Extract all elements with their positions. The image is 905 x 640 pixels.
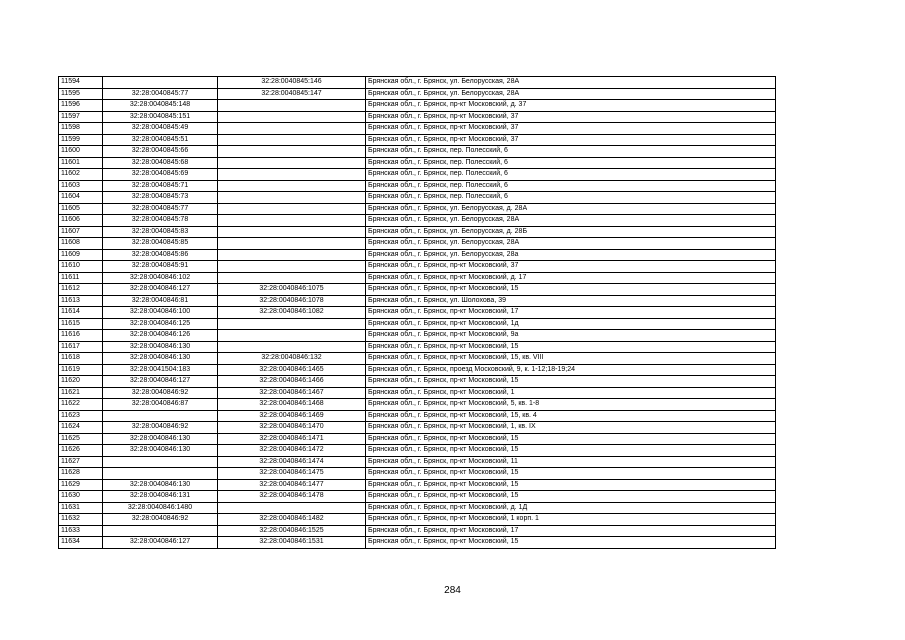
prior-cadastral-number-cell: 32:28:0040846:92 <box>103 387 218 399</box>
table-row <box>59 284 776 296</box>
table-row <box>59 341 776 353</box>
table-row <box>59 387 776 399</box>
prior-cadastral-number-cell: 32:28:0040845:148 <box>103 100 218 112</box>
address-cell: Брянская обл., г. Брянск, ул. Белорусская, 28а <box>366 249 776 261</box>
cadastral-table <box>58 76 776 549</box>
cadastral-number-cell: 32:28:0040846:1465 <box>218 364 366 376</box>
cadastral-number-cell <box>218 502 366 514</box>
prior-cadastral-number-cell <box>103 77 218 89</box>
prior-cadastral-number-cell: 32:28:0040846:92 <box>103 514 218 526</box>
cadastral-number-cell <box>218 180 366 192</box>
cadastral-number-cell <box>218 169 366 181</box>
row-number-cell: 11594 <box>59 77 103 89</box>
row-number-cell: 11621 <box>59 387 103 399</box>
cadastral-number-cell: 32:28:0040846:1531 <box>218 537 366 549</box>
prior-cadastral-number-cell: 32:28:0040846:126 <box>103 330 218 342</box>
cadastral-number-cell: 32:28:0040846:1078 <box>218 295 366 307</box>
row-number-cell: 11617 <box>59 341 103 353</box>
prior-cadastral-number-cell: 32:28:0040845:151 <box>103 111 218 123</box>
address-cell: Брянская обл., г. Брянск, пер. Полесский, 6 <box>366 157 776 169</box>
row-number-cell: 11629 <box>59 479 103 491</box>
address-cell: Брянская обл., г. Брянск, пр-кт Московский, д. 17 <box>366 272 776 284</box>
prior-cadastral-number-cell: 32:28:0040845:71 <box>103 180 218 192</box>
row-number-cell: 11609 <box>59 249 103 261</box>
address-cell: Брянская обл., г. Брянск, пер. Полесский, 6 <box>366 180 776 192</box>
prior-cadastral-number-cell <box>103 410 218 422</box>
cadastral-number-cell <box>218 249 366 261</box>
cadastral-number-cell: 32:28:0040846:1471 <box>218 433 366 445</box>
cadastral-number-cell: 32:28:0040846:1466 <box>218 376 366 388</box>
row-number-cell: 11616 <box>59 330 103 342</box>
row-number-cell: 11630 <box>59 491 103 503</box>
table-row <box>59 157 776 169</box>
prior-cadastral-number-cell: 32:28:0040845:49 <box>103 123 218 135</box>
prior-cadastral-number-cell: 32:28:0040845:85 <box>103 238 218 250</box>
table-row <box>59 537 776 549</box>
cadastral-number-cell <box>218 318 366 330</box>
row-number-cell: 11607 <box>59 226 103 238</box>
row-number-cell: 11611 <box>59 272 103 284</box>
table-row <box>59 422 776 434</box>
table-row <box>59 479 776 491</box>
prior-cadastral-number-cell: 32:28:0040845:51 <box>103 134 218 146</box>
table-row <box>59 295 776 307</box>
cadastral-number-cell <box>218 215 366 227</box>
cadastral-number-cell: 32:28:0040846:1082 <box>218 307 366 319</box>
prior-cadastral-number-cell <box>103 468 218 480</box>
row-number-cell: 11628 <box>59 468 103 480</box>
row-number-cell: 11624 <box>59 422 103 434</box>
row-number-cell: 11613 <box>59 295 103 307</box>
address-cell: Брянская обл., г. Брянск, пр-кт Московский, 15, кв. 4 <box>366 410 776 422</box>
address-cell: Брянская обл., г. Брянск, пр-кт Московский, 15 <box>366 284 776 296</box>
prior-cadastral-number-cell: 32:28:0040846:1480 <box>103 502 218 514</box>
address-cell: Брянская обл., г. Брянск, пр-кт Московский, 15 <box>366 341 776 353</box>
address-cell: Брянская обл., г. Брянск, пр-кт Московский, 17 <box>366 525 776 537</box>
cadastral-number-cell: 32:28:0040846:1482 <box>218 514 366 526</box>
address-cell: Брянская обл., г. Брянск, пр-кт Московский, 37 <box>366 134 776 146</box>
address-cell: Брянская обл., г. Брянск, пр-кт Московский, 1, кв. IX <box>366 422 776 434</box>
table-row <box>59 353 776 365</box>
cadastral-number-cell: 32:28:0040846:1075 <box>218 284 366 296</box>
address-cell: Брянская обл., г. Брянск, пр-кт Московский, 1д <box>366 318 776 330</box>
row-number-cell: 11604 <box>59 192 103 204</box>
prior-cadastral-number-cell: 32:28:0040845:68 <box>103 157 218 169</box>
table-row <box>59 180 776 192</box>
prior-cadastral-number-cell: 32:28:0040846:127 <box>103 284 218 296</box>
row-number-cell: 11619 <box>59 364 103 376</box>
row-number-cell: 11596 <box>59 100 103 112</box>
address-cell: Брянская обл., г. Брянск, пр-кт Московский, 37 <box>366 111 776 123</box>
table-row <box>59 330 776 342</box>
cadastral-number-cell: 32:28:0040846:1475 <box>218 468 366 480</box>
address-cell: Брянская обл., г. Брянск, ул. Шолохова, 39 <box>366 295 776 307</box>
table-row <box>59 111 776 123</box>
table-row <box>59 226 776 238</box>
address-cell: Брянская обл., г. Брянск, пер. Полесский, 6 <box>366 169 776 181</box>
table-row <box>59 169 776 181</box>
cadastral-number-cell: 32:28:0040846:132 <box>218 353 366 365</box>
row-number-cell: 11603 <box>59 180 103 192</box>
row-number-cell: 11601 <box>59 157 103 169</box>
table-row <box>59 502 776 514</box>
row-number-cell: 11598 <box>59 123 103 135</box>
prior-cadastral-number-cell: 32:28:0040846:130 <box>103 433 218 445</box>
row-number-cell: 11618 <box>59 353 103 365</box>
table-row <box>59 491 776 503</box>
row-number-cell: 11600 <box>59 146 103 158</box>
cadastral-number-cell <box>218 238 366 250</box>
table-row <box>59 399 776 411</box>
cadastral-number-cell: 32:28:0040846:1470 <box>218 422 366 434</box>
prior-cadastral-number-cell: 32:28:0040846:87 <box>103 399 218 411</box>
prior-cadastral-number-cell: 32:28:0040846:130 <box>103 353 218 365</box>
cadastral-number-cell: 32:28:0040846:1477 <box>218 479 366 491</box>
table-row <box>59 238 776 250</box>
row-number-cell: 11614 <box>59 307 103 319</box>
prior-cadastral-number-cell: 32:28:0040845:66 <box>103 146 218 158</box>
table-row <box>59 364 776 376</box>
row-number-cell: 11605 <box>59 203 103 215</box>
table-row <box>59 123 776 135</box>
cadastral-number-cell <box>218 261 366 273</box>
address-cell: Брянская обл., г. Брянск, пр-кт Московский, 5, кв. 1-8 <box>366 399 776 411</box>
address-cell: Брянская обл., г. Брянск, пр-кт Московский, 1 <box>366 387 776 399</box>
address-cell: Брянская обл., г. Брянск, пр-кт Московский, 15 <box>366 537 776 549</box>
table-row <box>59 456 776 468</box>
row-number-cell: 11597 <box>59 111 103 123</box>
table-body <box>59 77 776 549</box>
table-row <box>59 468 776 480</box>
row-number-cell: 11626 <box>59 445 103 457</box>
address-cell: Брянская обл., г. Брянск, пр-кт Московский, 15 <box>366 445 776 457</box>
prior-cadastral-number-cell: 32:28:0040846:130 <box>103 341 218 353</box>
table-row <box>59 307 776 319</box>
cadastral-number-cell <box>218 192 366 204</box>
prior-cadastral-number-cell <box>103 525 218 537</box>
row-number-cell: 11606 <box>59 215 103 227</box>
cadastral-number-cell <box>218 157 366 169</box>
row-number-cell: 11625 <box>59 433 103 445</box>
prior-cadastral-number-cell <box>103 456 218 468</box>
cadastral-number-cell <box>218 226 366 238</box>
cadastral-number-cell <box>218 134 366 146</box>
table-row <box>59 272 776 284</box>
prior-cadastral-number-cell: 32:28:0040845:77 <box>103 88 218 100</box>
prior-cadastral-number-cell: 32:28:0040846:130 <box>103 479 218 491</box>
address-cell: Брянская обл., г. Брянск, ул. Белорусская, д. 28А <box>366 203 776 215</box>
address-cell: Брянская обл., г. Брянск, ул. Белорусская, д. 28Б <box>366 226 776 238</box>
prior-cadastral-number-cell: 32:28:0040846:127 <box>103 537 218 549</box>
prior-cadastral-number-cell: 32:28:0040845:78 <box>103 215 218 227</box>
address-cell: Брянская обл., г. Брянск, пер. Полесский, 6 <box>366 192 776 204</box>
row-number-cell: 11602 <box>59 169 103 181</box>
cadastral-number-cell <box>218 330 366 342</box>
address-cell: Брянская обл., г. Брянск, пр-кт Московский, д. 37 <box>366 100 776 112</box>
address-cell: Брянская обл., г. Брянск, пр-кт Московский, 15 <box>366 479 776 491</box>
prior-cadastral-number-cell: 32:28:0040846:92 <box>103 422 218 434</box>
prior-cadastral-number-cell: 32:28:0040845:86 <box>103 249 218 261</box>
address-cell: Брянская обл., г. Брянск, пр-кт Московский, 15 <box>366 468 776 480</box>
address-cell: Брянская обл., г. Брянск, пр-кт Московский, 1 корп. 1 <box>366 514 776 526</box>
address-cell: Брянская обл., г. Брянск, ул. Белорусская, 28А <box>366 77 776 89</box>
row-number-cell: 11633 <box>59 525 103 537</box>
address-cell: Брянская обл., г. Брянск, пр-кт Московский, 37 <box>366 261 776 273</box>
table-row <box>59 215 776 227</box>
table-row <box>59 514 776 526</box>
page-number: 284 <box>444 585 461 596</box>
table-row <box>59 203 776 215</box>
address-cell: Брянская обл., г. Брянск, пр-кт Московский, 15 <box>366 433 776 445</box>
table-row <box>59 318 776 330</box>
prior-cadastral-number-cell: 32:28:0040845:91 <box>103 261 218 273</box>
prior-cadastral-number-cell: 32:28:0040845:73 <box>103 192 218 204</box>
address-cell: Брянская обл., г. Брянск, пер. Полесский, 6 <box>366 146 776 158</box>
table-row <box>59 249 776 261</box>
prior-cadastral-number-cell: 32:28:0040846:100 <box>103 307 218 319</box>
table-row <box>59 100 776 112</box>
table-row <box>59 433 776 445</box>
cadastral-number-cell: 32:28:0040845:147 <box>218 88 366 100</box>
address-cell: Брянская обл., г. Брянск, ул. Белорусская, 28А <box>366 215 776 227</box>
row-number-cell: 11595 <box>59 88 103 100</box>
address-cell: Брянская обл., г. Брянск, пр-кт Московский, 17 <box>366 307 776 319</box>
cadastral-number-cell <box>218 123 366 135</box>
address-cell: Брянская обл., г. Брянск, пр-кт Московский, 15 <box>366 376 776 388</box>
cadastral-number-cell: 32:28:0040846:1474 <box>218 456 366 468</box>
prior-cadastral-number-cell: 32:28:0040845:69 <box>103 169 218 181</box>
table-row <box>59 146 776 158</box>
address-cell: Брянская обл., г. Брянск, пр-кт Московский, 37 <box>366 123 776 135</box>
cadastral-number-cell: 32:28:0040846:1525 <box>218 525 366 537</box>
table-row <box>59 525 776 537</box>
address-cell: Брянская обл., г. Брянск, пр-кт Московский, 15, кв. VIII <box>366 353 776 365</box>
prior-cadastral-number-cell: 32:28:0040846:130 <box>103 445 218 457</box>
address-cell: Брянская обл., г. Брянск, проезд Московский, 9, к. 1-12;18-19;24 <box>366 364 776 376</box>
address-cell: Брянская обл., г. Брянск, пр-кт Московский, 15 <box>366 491 776 503</box>
cadastral-number-cell <box>218 203 366 215</box>
row-number-cell: 11627 <box>59 456 103 468</box>
address-cell: Брянская обл., г. Брянск, пр-кт Московский, 11 <box>366 456 776 468</box>
prior-cadastral-number-cell: 32:28:0040846:131 <box>103 491 218 503</box>
cadastral-number-cell: 32:28:0040846:1469 <box>218 410 366 422</box>
table-row <box>59 376 776 388</box>
prior-cadastral-number-cell: 32:28:0040846:81 <box>103 295 218 307</box>
table-row <box>59 192 776 204</box>
prior-cadastral-number-cell: 32:28:0040846:125 <box>103 318 218 330</box>
table-row <box>59 134 776 146</box>
cadastral-number-cell <box>218 341 366 353</box>
prior-cadastral-number-cell: 32:28:0041504:183 <box>103 364 218 376</box>
address-cell: Брянская обл., г. Брянск, пр-кт Московский, 9а <box>366 330 776 342</box>
row-number-cell: 11620 <box>59 376 103 388</box>
cadastral-number-cell: 32:28:0040846:1467 <box>218 387 366 399</box>
cadastral-number-cell <box>218 100 366 112</box>
cadastral-number-cell: 32:28:0040845:146 <box>218 77 366 89</box>
table-row <box>59 410 776 422</box>
row-number-cell: 11608 <box>59 238 103 250</box>
cadastral-number-cell: 32:28:0040846:1478 <box>218 491 366 503</box>
cadastral-number-cell: 32:28:0040846:1472 <box>218 445 366 457</box>
table-row <box>59 77 776 89</box>
cadastral-number-cell <box>218 272 366 284</box>
address-cell: Брянская обл., г. Брянск, пр-кт Московский, д. 1Д <box>366 502 776 514</box>
row-number-cell: 11599 <box>59 134 103 146</box>
row-number-cell: 11634 <box>59 537 103 549</box>
row-number-cell: 11623 <box>59 410 103 422</box>
prior-cadastral-number-cell: 32:28:0040846:102 <box>103 272 218 284</box>
table-row <box>59 88 776 100</box>
prior-cadastral-number-cell: 32:28:0040845:83 <box>103 226 218 238</box>
table-row <box>59 445 776 457</box>
row-number-cell: 11612 <box>59 284 103 296</box>
prior-cadastral-number-cell: 32:28:0040846:127 <box>103 376 218 388</box>
table-row <box>59 261 776 273</box>
cadastral-number-cell <box>218 146 366 158</box>
row-number-cell: 11615 <box>59 318 103 330</box>
address-cell: Брянская обл., г. Брянск, ул. Белорусская, 28А <box>366 88 776 100</box>
row-number-cell: 11622 <box>59 399 103 411</box>
row-number-cell: 11610 <box>59 261 103 273</box>
cadastral-number-cell: 32:28:0040846:1468 <box>218 399 366 411</box>
row-number-cell: 11632 <box>59 514 103 526</box>
cadastral-number-cell <box>218 111 366 123</box>
row-number-cell: 11631 <box>59 502 103 514</box>
prior-cadastral-number-cell: 32:28:0040845:77 <box>103 203 218 215</box>
address-cell: Брянская обл., г. Брянск, ул. Белорусская, 28А <box>366 238 776 250</box>
